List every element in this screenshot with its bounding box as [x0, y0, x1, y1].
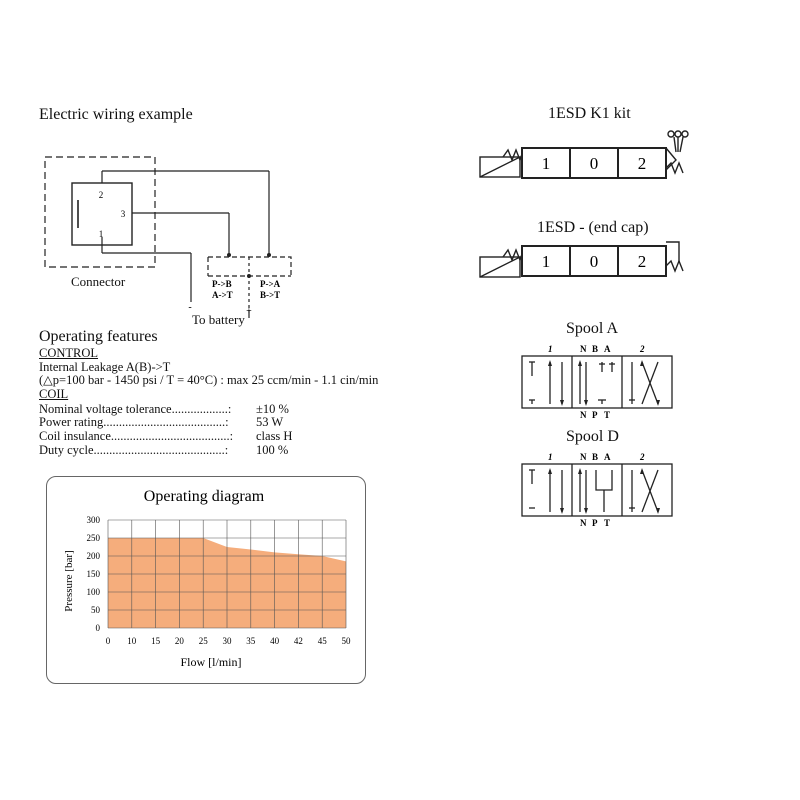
spool-d-port-1: 1	[548, 452, 553, 462]
leakage-value: (△p=100 bar - 1450 psi / T = 40°C) : max 25 ccm/min - 1.1 cin/min	[39, 373, 379, 387]
chart-y-tick-label: 0	[95, 623, 100, 633]
chart-x-tick-label: 0	[105, 636, 111, 646]
spool-a-port-a: A	[604, 344, 611, 354]
chart-y-tick-label: 150	[86, 569, 100, 579]
kit1-title: 1ESD K1 kit	[548, 105, 631, 122]
spool-a-port-1: 1	[548, 344, 553, 354]
feature-row-value: 100 %	[256, 443, 289, 457]
leakage-label: Internal Leakage A(B)->T	[39, 360, 171, 374]
kit2-pos-1: 1	[541, 252, 551, 271]
chart-x-tick-label: 25	[198, 636, 208, 646]
chart-x-tick-label: 40	[270, 636, 280, 646]
chart-x-tick-label: 35	[246, 636, 256, 646]
kit2-valve-symbol	[478, 240, 698, 290]
connector-outline	[45, 157, 155, 267]
pin-1-label: 1	[98, 229, 104, 239]
kit1-valve-symbol	[478, 130, 698, 190]
battery-label: To battery	[192, 312, 245, 327]
coil-heading: COIL	[39, 387, 69, 401]
spool-a-port-t: T	[604, 410, 611, 420]
battery-minus: -	[188, 302, 192, 313]
spool-d-port-2: 2	[640, 452, 645, 462]
switch-contact-right	[267, 253, 271, 257]
connector-label: Connector	[71, 274, 126, 289]
spool-d-port-n-bottom: N	[580, 518, 587, 528]
spool-d-port-p: P	[592, 518, 598, 528]
spool-a-port-n-bottom: N	[580, 410, 587, 420]
operating-diagram-chart	[46, 476, 364, 682]
spring-left	[503, 250, 522, 260]
spool-d-port-a: A	[604, 452, 611, 462]
chart-y-tick-label: 100	[86, 587, 100, 597]
chart-x-tick-label: 50	[341, 636, 351, 646]
spool-a-symbol	[520, 342, 700, 422]
feature-row-label: Nominal voltage tolerance..................:	[39, 402, 232, 416]
switch-common	[247, 274, 251, 278]
chart-y-tick-label: 50	[91, 605, 100, 615]
kit2-title: 1ESD - (end cap)	[537, 219, 649, 236]
switch-left-label-1: P->B	[212, 279, 232, 289]
feature-row-value: ±10 %	[256, 402, 289, 416]
battery-plus: +	[246, 306, 252, 317]
kit2-pos-0: 0	[589, 252, 599, 271]
switch-left-label-2: A->T	[212, 290, 233, 300]
spool-d-port-t: T	[604, 518, 611, 528]
switch-right-label-2: B->T	[260, 290, 281, 300]
spool-d-port-n: N	[580, 452, 587, 462]
feature-row-value: 53 W	[256, 415, 284, 429]
chart-y-tick-label: 300	[86, 515, 100, 525]
chart-x-axis-label: Flow [l/min]	[180, 655, 242, 669]
features-title: Operating features	[39, 328, 158, 345]
chart-y-tick-label: 200	[86, 551, 100, 561]
chart-x-tick-label: 10	[127, 636, 137, 646]
feature-row-label: Power rating.......................................:	[39, 415, 229, 429]
chart-y-tick-label: 250	[86, 533, 100, 543]
end-cap	[666, 242, 679, 262]
chart-title: Operating diagram	[143, 488, 265, 505]
wiring-diagram	[40, 150, 340, 330]
chart-x-tick-label: 42	[293, 636, 303, 646]
switch-right-label-1: P->A	[260, 279, 281, 289]
chart-x-tick-label: 30	[222, 636, 232, 646]
switch-contact-left	[227, 253, 231, 257]
kit1-pos-2: 2	[637, 154, 647, 173]
spool-a-port-b: B	[592, 344, 599, 354]
spring-right	[666, 261, 683, 271]
spool-d-port-b: B	[592, 452, 599, 462]
spool-d-symbol	[520, 450, 700, 530]
feature-row-label: Duty cycle..........................................:	[39, 443, 229, 457]
chart-x-tick-label: 20	[174, 636, 184, 646]
feature-row-label: Coil insulance......................................:	[39, 429, 234, 443]
spring-left	[503, 150, 522, 160]
chart-x-tick-label: 45	[317, 636, 327, 646]
spool-d-title: Spool D	[566, 428, 619, 445]
kit1-pos-0: 0	[589, 154, 599, 173]
spool-a-port-n: N	[580, 344, 587, 354]
chart-x-tick-label: 15	[151, 636, 161, 646]
pin-2-label: 2	[98, 190, 104, 200]
wiring-title: Electric wiring example	[39, 106, 193, 123]
spool-a-port-p: P	[592, 410, 598, 420]
control-heading: CONTROL	[39, 346, 99, 360]
pin-3-label: 3	[120, 209, 126, 219]
kit2-pos-2: 2	[637, 252, 647, 271]
chart-y-axis-label: Pressure [bar]	[63, 550, 75, 612]
feature-row-value: class H	[256, 429, 293, 443]
spool-a-port-2: 2	[640, 344, 645, 354]
spool-a-title: Spool A	[566, 320, 619, 337]
kit1-pos-1: 1	[541, 154, 551, 173]
